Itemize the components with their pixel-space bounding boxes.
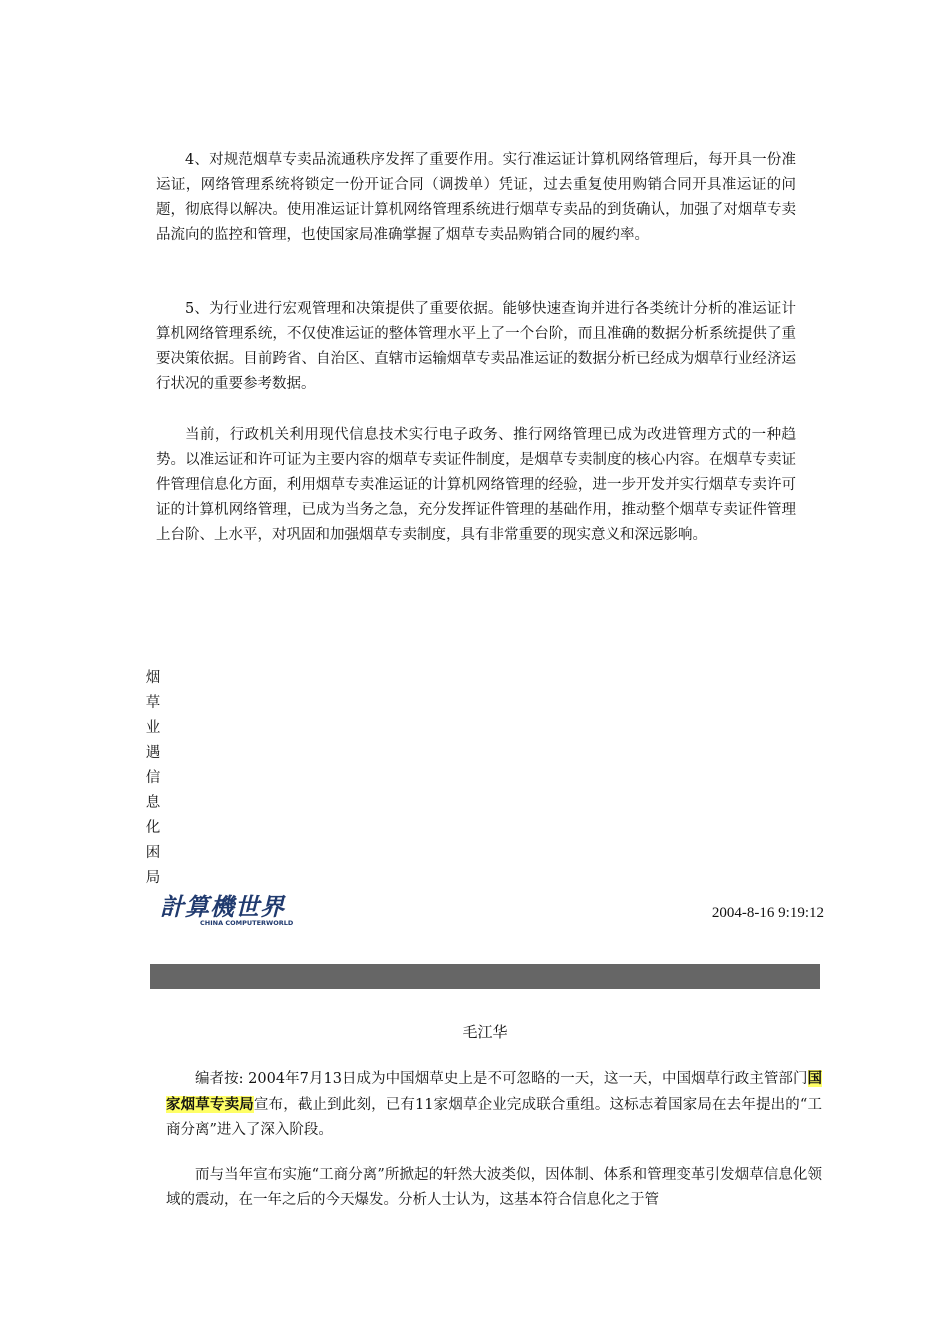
paragraph-current: 当前，行政机关利用现代信息技术实行电子政务、推行网络管理已成为改进管理方式的一种趋势。以准运证和许可证为主要内容的烟草专卖证件制度，是烟草专卖制度的核心内容。在烟草专卖证件管理信息化方面，利用烟草专卖准运证的计算机网络管理的经验，进一步开发并实行烟草专卖许可证的计算机网络管理，已成为当务之急，充分发挥证件管理的基础作用，推动整个烟草专卖证件管理上台阶、上水平，对巩固和加强烟草专卖制度，具有非常重要的现实意义和深远影响。: [156, 427, 796, 543]
paragraph-4: 4、对规范烟草专卖品流通秩序发挥了重要作用。实行准运证计算机网络管理后，每开具一份准运证，网络管理系统将锁定一份开证合同（调拨单）凭证，过去重复使用购销合同开具准运证的问题，彻底得以解决。使用准运证计算机网络管理系统进行烟草专卖品的到货确认，加强了对烟草专卖品流向的监控和管理，也使国家局准确掌握了烟草专卖品购销合同的履约率。: [156, 152, 796, 243]
title-char: 业: [145, 720, 161, 736]
title-char: 息: [145, 795, 161, 811]
title-char: 困: [145, 845, 161, 861]
article-title: [143, 666, 163, 891]
editor-note-text: 宣布，截止到此刻，已有11家烟草企业完成联合重组。这标志着国家局在去年提出的“工商分离”进入了深入阶段。: [166, 1097, 822, 1138]
title-char: 信: [145, 770, 161, 786]
title-char: 局: [145, 870, 161, 886]
computerworld-logo: [160, 892, 294, 930]
logo-subtext: CHINA COMPUTERWORLD: [200, 919, 294, 927]
title-char: 化: [145, 820, 161, 836]
highlight-link[interactable]: 国家烟草专卖局: [166, 1070, 822, 1113]
publish-date: 2004-8-16 9:19:12: [711, 905, 824, 921]
paragraph-5: 5、为行业进行宏观管理和决策提供了重要依据。能够快速查询并进行各类统计分析的准运证计算机网络管理系统，不仅使准运证的整体管理水平上了一个台阶，而且准确的数据分析系统提供了重要决策依据。目前跨省、自治区、直辖市运输烟草专卖品准运证的数据分析已经成为烟草行业经济运行状况的重要参考数据。: [156, 301, 796, 392]
divider-bar: [150, 964, 820, 989]
title-char: 草: [145, 695, 161, 711]
title-char: 遇: [145, 745, 161, 761]
author-name: 毛江华: [462, 1023, 508, 1041]
logo-text: 計算機世界: [160, 892, 285, 921]
editor-note-text: 编者按: 2004年7月13日成为中国烟草史上是不可忽略的一天，这一天，中国烟草行政主管部门: [195, 1071, 808, 1087]
title-char: 烟: [145, 670, 161, 686]
editor-note: [166, 1066, 822, 1143]
article-paragraph: 而与当年宣布实施“工商分离”所掀起的轩然大波类似，因体制、体系和管理变革引发烟草信息化领域的震动，在一年之后的今天爆发。分析人士认为，这基本符合信息化之于管: [166, 1167, 822, 1208]
